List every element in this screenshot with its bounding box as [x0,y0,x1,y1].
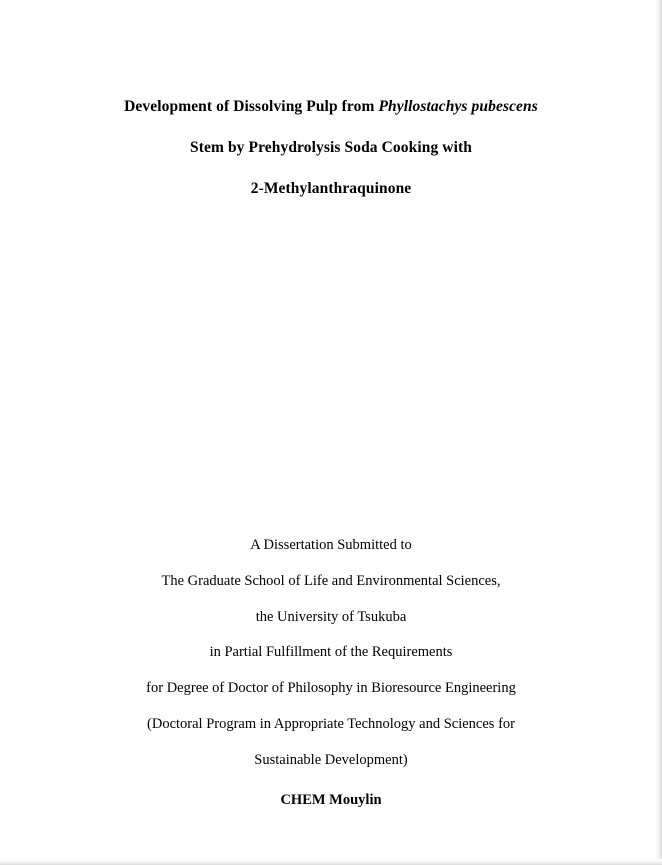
front-matter-line: the University of Tsukuba [255,608,407,625]
title-line-2 [60,127,602,168]
title-line-2-text: Stem by Prehydrolysis Soda Cooking with [190,139,472,156]
title-line-1-species: Phyllostachys pubescens [378,98,538,115]
front-matter-line: The Graduate School of Life and Environmental Sciences, [161,572,501,589]
title-line-1-text: Development of Dissolving Pulp from [124,98,379,115]
front-matter-line: for Degree of Doctor of Philosophy in Bioresource Engineering [146,680,516,697]
front-matter-block [60,528,602,815]
dissertation-title [60,86,602,209]
page-edge-shadow-bottom [0,859,662,865]
title-line-1 [60,86,602,127]
front-matter-line: Sustainable Development) [254,751,408,768]
front-matter-line: A Dissertation Submitted to [250,537,412,553]
author-name: CHEM Mouylin [280,791,382,808]
title-line-3-text: 2-Methylanthraquinone [250,180,412,197]
page-edge-shadow-right [655,0,662,865]
title-line-3 [60,168,602,209]
front-matter-line: (Doctoral Program in Appropriate Technology and Sciences for [147,715,515,732]
front-matter-line: in Partial Fulfillment of the Requirements [209,644,453,661]
